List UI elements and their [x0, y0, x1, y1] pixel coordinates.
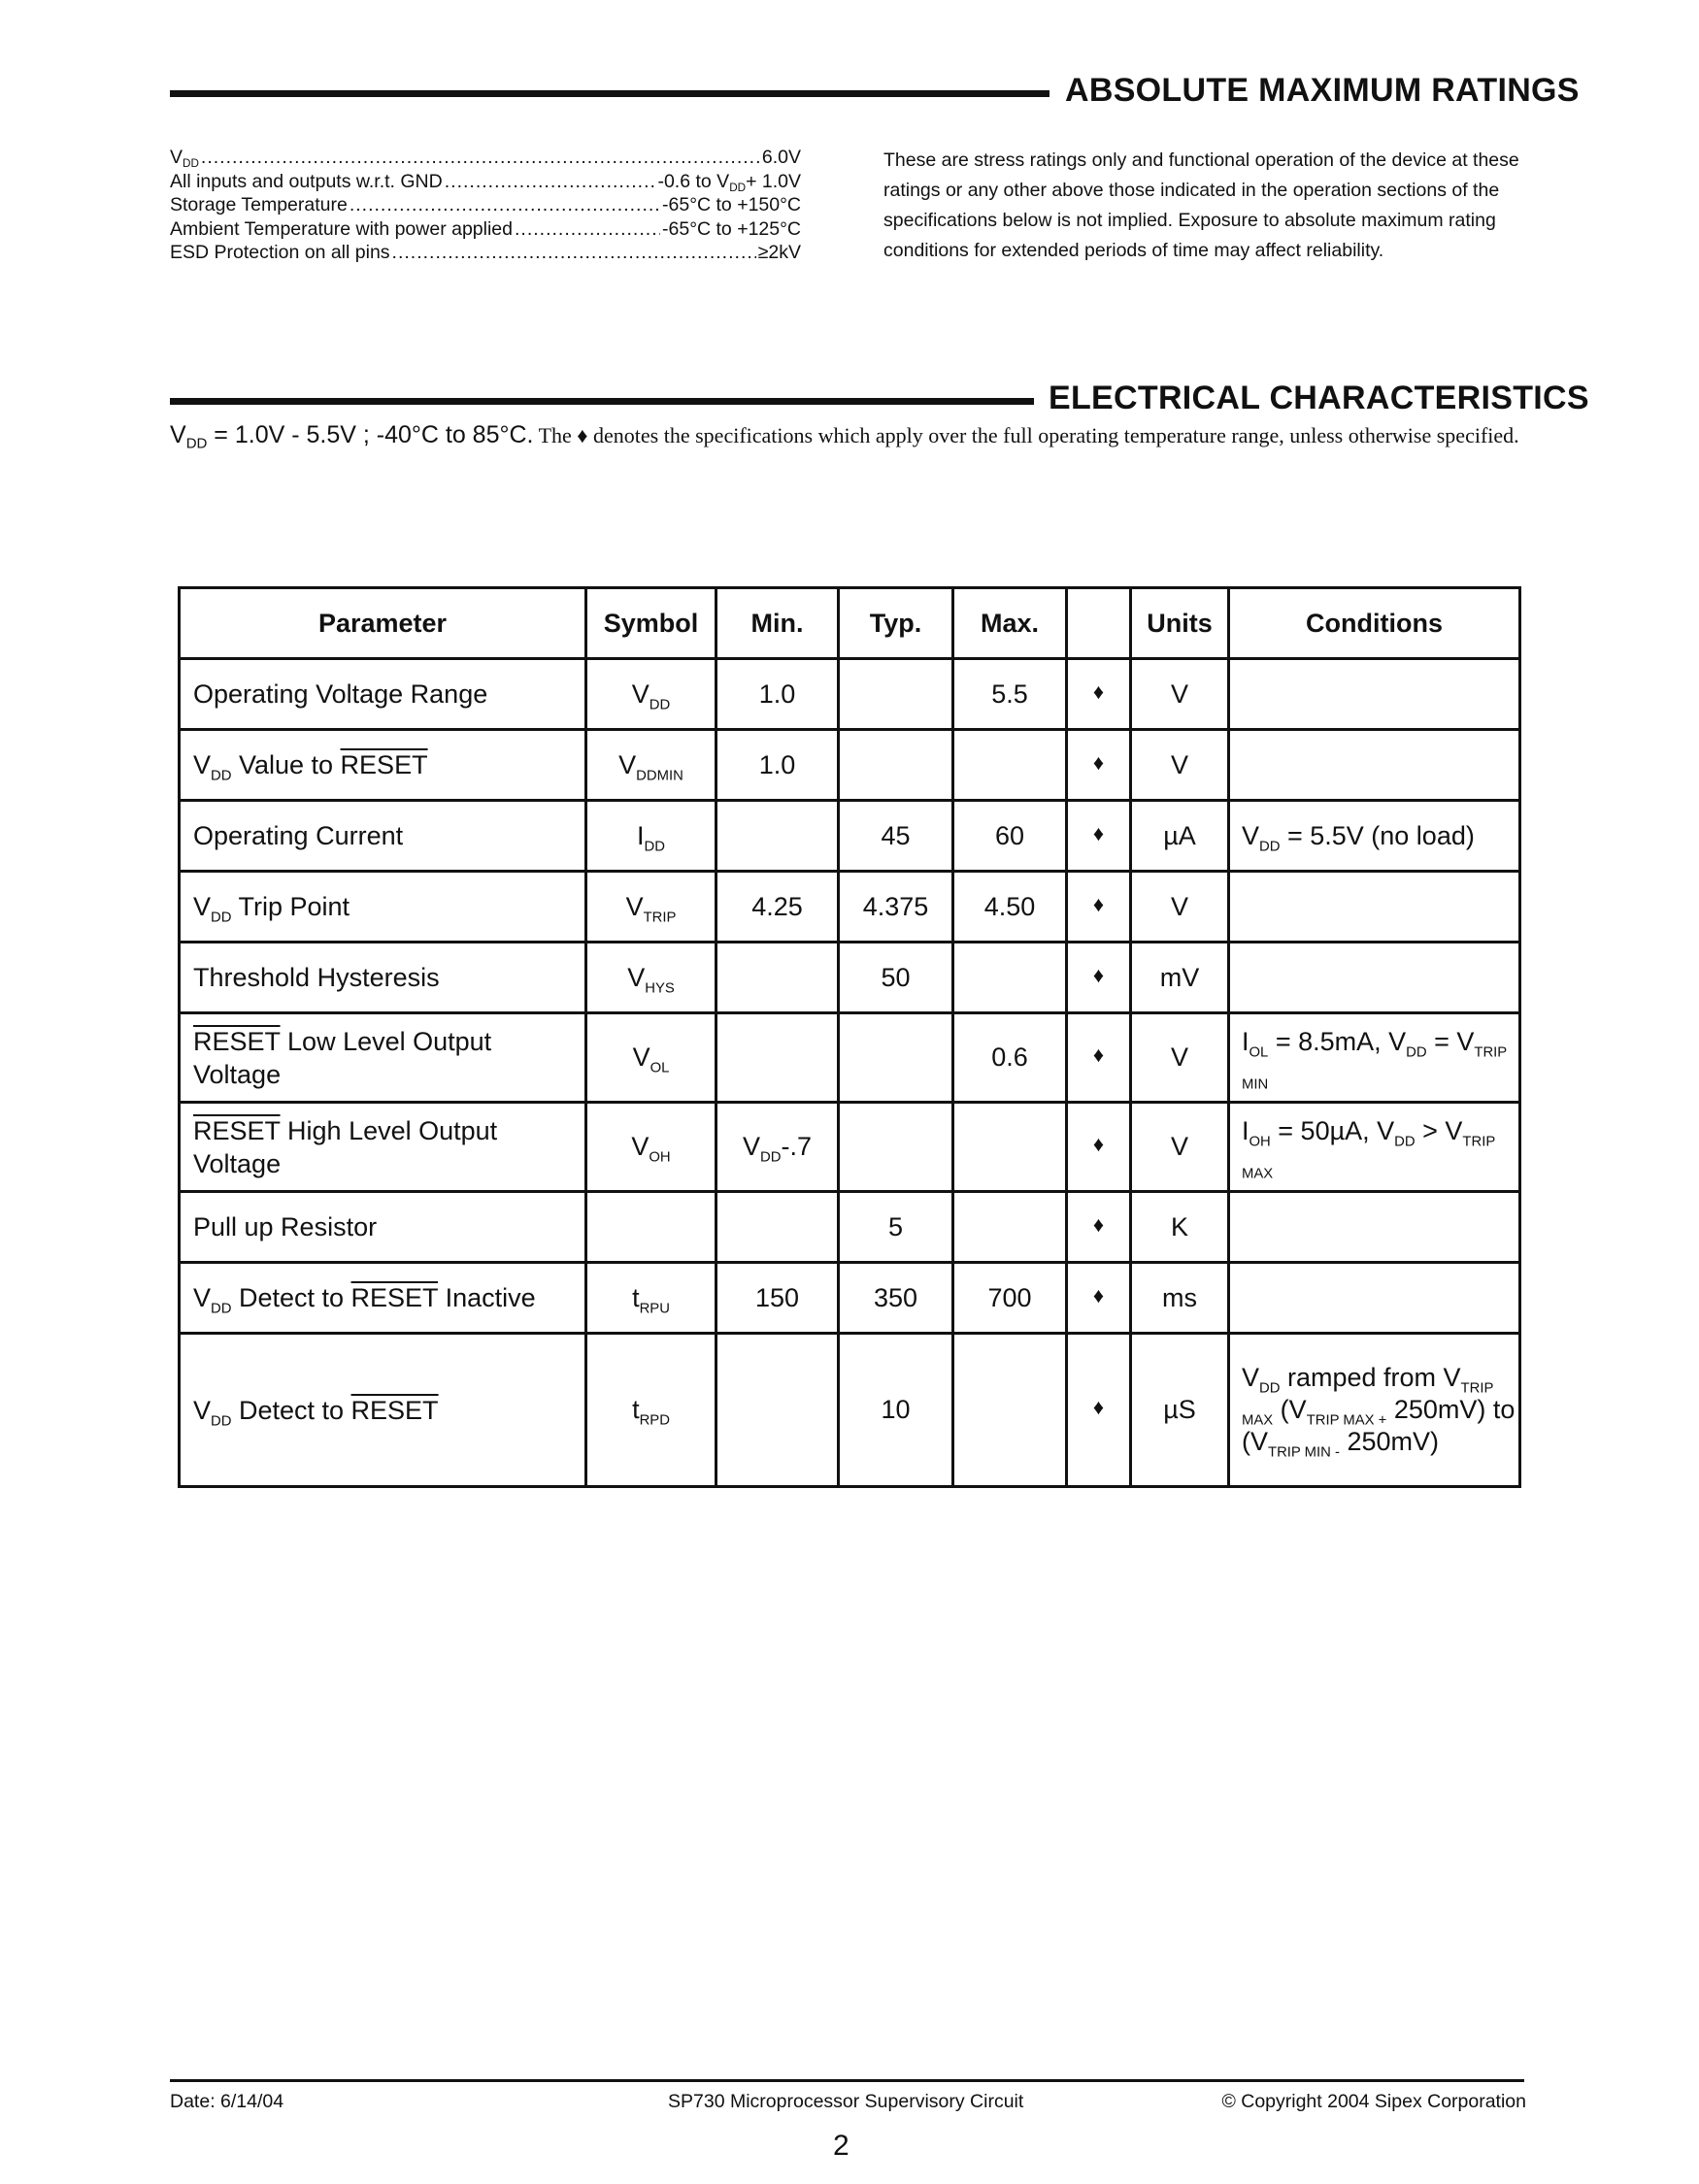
header-blank	[1067, 588, 1131, 659]
table-row	[180, 659, 1520, 730]
diamond-icon: ♦	[1067, 659, 1131, 730]
cell-symbol: $V_{OL}$	[586, 1013, 716, 1103]
cell-parameter: $V_{DD}$ Detect to RESET	[180, 1334, 586, 1487]
electrical-title: ELECTRICAL CHARACTERISTICS	[1049, 380, 1589, 416]
cell-units: µA	[1131, 801, 1229, 872]
cell-min	[716, 943, 839, 1013]
cell-max	[953, 730, 1067, 801]
cell-units: ms	[1131, 1263, 1229, 1334]
cell-symbol: $V_{OH}$	[586, 1103, 716, 1192]
cell-typ: 45	[839, 801, 953, 872]
cell-max	[953, 1334, 1067, 1487]
cell-symbol: $V_{DDMIN}$	[586, 730, 716, 801]
cell-conditions: $V_{DD} = 5.5V$ (no load)	[1229, 801, 1520, 872]
footer-rule	[170, 2079, 1524, 2082]
cell-parameter: $V_{DD}$ Trip Point	[180, 872, 586, 943]
cell-symbol: $V_{TRIP}$	[586, 872, 716, 943]
cell-min	[716, 1334, 839, 1487]
table-row	[180, 801, 1520, 872]
cell-min: 1.0	[716, 659, 839, 730]
header-parameter: Parameter	[180, 588, 586, 659]
header-units: Units	[1131, 588, 1229, 659]
cell-symbol: $t_{RPU}$	[586, 1263, 716, 1334]
cell-min: 150	[716, 1263, 839, 1334]
cell-max: 5.5	[953, 659, 1067, 730]
cell-parameter: RESET High Level Output Voltage	[180, 1103, 586, 1192]
footer-date: Date: 6/14/04	[170, 2091, 284, 2112]
cell-conditions	[1229, 1192, 1520, 1263]
cell-parameter: $V_{DD}$ Value to RESET	[180, 730, 586, 801]
cell-units: V	[1131, 1013, 1229, 1103]
cell-typ	[839, 1013, 953, 1103]
abs-max-rule	[170, 90, 1049, 97]
cell-min	[716, 801, 839, 872]
cell-max	[953, 943, 1067, 1013]
cell-conditions: $I_{OH} = 50\mu A$, $V_{DD} > V_{TRIP MAX}$	[1229, 1103, 1520, 1192]
cell-conditions	[1229, 730, 1520, 801]
cell-parameter: Operating Voltage Range	[180, 659, 586, 730]
cell-typ: 4.375	[839, 872, 953, 943]
table-row	[180, 872, 1520, 943]
diamond-icon: ♦	[1067, 1334, 1131, 1487]
table-header-row	[180, 588, 1520, 659]
cell-min	[716, 1192, 839, 1263]
diamond-icon: ♦	[1067, 1103, 1131, 1192]
cell-symbol: $V_{DD}$	[586, 659, 716, 730]
rating-row: All inputs and outputs w.r.t. GND ..... -0.6 to $V_{DD}+ 1.0V$	[170, 170, 801, 194]
cell-typ: 5	[839, 1192, 953, 1263]
cell-parameter: RESET Low Level Output Voltage	[180, 1013, 586, 1103]
diamond-icon: ♦	[1067, 1192, 1131, 1263]
cell-units: V	[1131, 872, 1229, 943]
cell-typ	[839, 730, 953, 801]
table-row	[180, 1192, 1520, 1263]
rating-row: Ambient Temperature with power applied ..... -65°C to +125°C	[170, 217, 801, 242]
diamond-icon: ♦	[1067, 730, 1131, 801]
diamond-icon: ♦	[1067, 872, 1131, 943]
table-row	[180, 730, 1520, 801]
rating-row: Storage Temperature ..... -65°C to +150°C	[170, 193, 801, 217]
cell-typ: 10	[839, 1334, 953, 1487]
cell-typ	[839, 1103, 953, 1192]
cell-units: V	[1131, 730, 1229, 801]
rating-row: ESD Protection on all pins ..... ≥2kV	[170, 241, 801, 265]
electrical-intro: $V_{DD} = 1.0V - 5.5V$ ; -40°C to 85°C. The ♦ denotes the specifications which apply over the full operating temperature range, unless otherwise specified.	[170, 421, 1519, 452]
electrical-rule	[170, 398, 1034, 405]
header-min: Min.	[716, 588, 839, 659]
cell-max: 4.50	[953, 872, 1067, 943]
table-row	[180, 1263, 1520, 1334]
stress-rating-note: These are stress ratings only and functional operation of the device at these ratings or any other above those indicated in the operation sections of the specifications below is not implied. Exposure to absolute maximum rating conditions for extended periods of time may affect reliability.	[883, 149, 1519, 261]
table-row	[180, 1103, 1520, 1192]
cell-units: mV	[1131, 943, 1229, 1013]
cell-max: 0.6	[953, 1013, 1067, 1103]
diamond-icon: ♦	[1067, 1263, 1131, 1334]
cell-conditions	[1229, 659, 1520, 730]
footer-doc-title: SP730 Microprocessor Supervisory Circuit	[668, 2091, 1024, 2112]
cell-units: V	[1131, 659, 1229, 730]
ratings-list	[170, 146, 801, 265]
cell-symbol: $I_{DD}$	[586, 801, 716, 872]
table-row	[180, 1013, 1520, 1103]
cell-typ: 350	[839, 1263, 953, 1334]
cell-min: 1.0	[716, 730, 839, 801]
table-row	[180, 1334, 1520, 1487]
cell-conditions	[1229, 1263, 1520, 1334]
abs-max-title: ABSOLUTE MAXIMUM RATINGS	[1065, 72, 1580, 109]
cell-units: V	[1131, 1103, 1229, 1192]
diamond-icon: ♦	[1067, 1013, 1131, 1103]
diamond-icon: ♦	[1067, 943, 1131, 1013]
cell-min	[716, 1013, 839, 1103]
page-number: 2	[833, 2130, 850, 2162]
cell-min: $V_{DD}-.7$	[716, 1103, 839, 1192]
cell-max: 60	[953, 801, 1067, 872]
cell-max: 700	[953, 1263, 1067, 1334]
cell-conditions: $V_{DD}$ ramped from $V_{TRIP MAX}$ ($V_{TRIP MAX +}$ 250mV) to ($V_{TRIP MIN -}$ 250mV)	[1229, 1334, 1520, 1487]
cell-symbol: $V_{HYS}$	[586, 943, 716, 1013]
cell-max	[953, 1103, 1067, 1192]
rating-row: $V_{DD}$ ..... 6.0V	[170, 146, 801, 170]
cell-min: 4.25	[716, 872, 839, 943]
cell-parameter: $V_{DD}$ Detect to RESET Inactive	[180, 1263, 586, 1334]
cell-conditions	[1229, 943, 1520, 1013]
cell-parameter: Operating Current	[180, 801, 586, 872]
cell-parameter: Pull up Resistor	[180, 1192, 586, 1263]
diamond-icon: ♦	[1067, 801, 1131, 872]
electrical-characteristics-table	[178, 586, 1521, 1488]
cell-typ: 50	[839, 943, 953, 1013]
cell-typ	[839, 659, 953, 730]
footer-copyright: © Copyright 2004 Sipex Corporation	[1221, 2091, 1526, 2112]
cell-units: K	[1131, 1192, 1229, 1263]
cell-conditions	[1229, 872, 1520, 943]
header-typ: Typ.	[839, 588, 953, 659]
header-max: Max.	[953, 588, 1067, 659]
header-symbol: Symbol	[586, 588, 716, 659]
cell-parameter: Threshold Hysteresis	[180, 943, 586, 1013]
cell-symbol	[586, 1192, 716, 1263]
cell-conditions: $I_{OL} = 8.5mA$, $V_{DD} = V_{TRIP MIN}$	[1229, 1013, 1520, 1103]
cell-units: µS	[1131, 1334, 1229, 1487]
table-row	[180, 943, 1520, 1013]
cell-max	[953, 1192, 1067, 1263]
cell-symbol: $t_{RPD}$	[586, 1334, 716, 1487]
header-conditions: Conditions	[1229, 588, 1520, 659]
